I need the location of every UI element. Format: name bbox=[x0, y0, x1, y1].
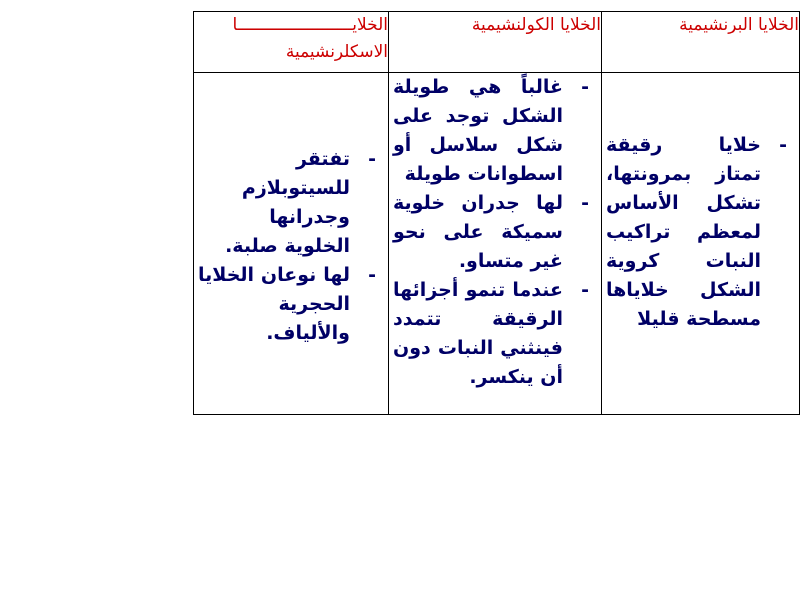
point-text: غالباً هي طويلة الشكل توجد على شكل سلاسل أو اسطوانات طويلة bbox=[393, 76, 563, 185]
bullet-dash: - bbox=[368, 264, 376, 286]
parenchyma-points bbox=[602, 73, 799, 334]
sclerenchyma-points bbox=[194, 73, 388, 348]
collenchyma-points bbox=[389, 73, 601, 392]
list-item bbox=[393, 276, 593, 392]
cell-collenchyma bbox=[389, 73, 602, 415]
header-sclerenchyma: الخلايـــــــــــــــــــــــا الاسكلرنشيمية bbox=[194, 12, 389, 73]
plant-cells-comparison-table bbox=[193, 11, 800, 415]
list-item bbox=[393, 73, 593, 189]
list-item bbox=[393, 189, 593, 276]
point-text: لها نوعان الخلايا الحجرية والألياف. bbox=[198, 264, 350, 344]
bullet-dash: - bbox=[581, 192, 589, 214]
body-row bbox=[194, 73, 800, 415]
bullet-dash: - bbox=[581, 76, 589, 98]
bullet-dash: - bbox=[368, 148, 376, 170]
header-row bbox=[194, 12, 800, 73]
header-parenchyma: الخلايا البرنشيمية bbox=[602, 12, 800, 73]
point-text: لها جدران خلوية سميكة على نحو غير متساو. bbox=[393, 192, 563, 272]
header-collenchyma: الخلايا الكولنشيمية bbox=[389, 12, 602, 73]
point-text: خلايا رقيقة تمتاز بمرونتها، تشكل الأساس لمعظم تراكيب النبات كروية الشكل خلاياها مسطحة قليلا bbox=[606, 134, 761, 330]
point-text: عندما تنمو أجزائها الرقيقة تتمدد فينثني النبات دون أن ينكسر. bbox=[393, 279, 563, 388]
point-text: تفتقر للسيتوبلازم وجدرانها الخلوية صلبة. bbox=[225, 148, 350, 257]
bullet-dash: - bbox=[779, 134, 787, 156]
list-item bbox=[198, 145, 380, 261]
cell-sclerenchyma bbox=[194, 73, 389, 415]
list-item bbox=[198, 261, 380, 348]
list-item bbox=[606, 131, 791, 334]
bullet-dash: - bbox=[581, 279, 589, 301]
cell-parenchyma bbox=[602, 73, 800, 415]
